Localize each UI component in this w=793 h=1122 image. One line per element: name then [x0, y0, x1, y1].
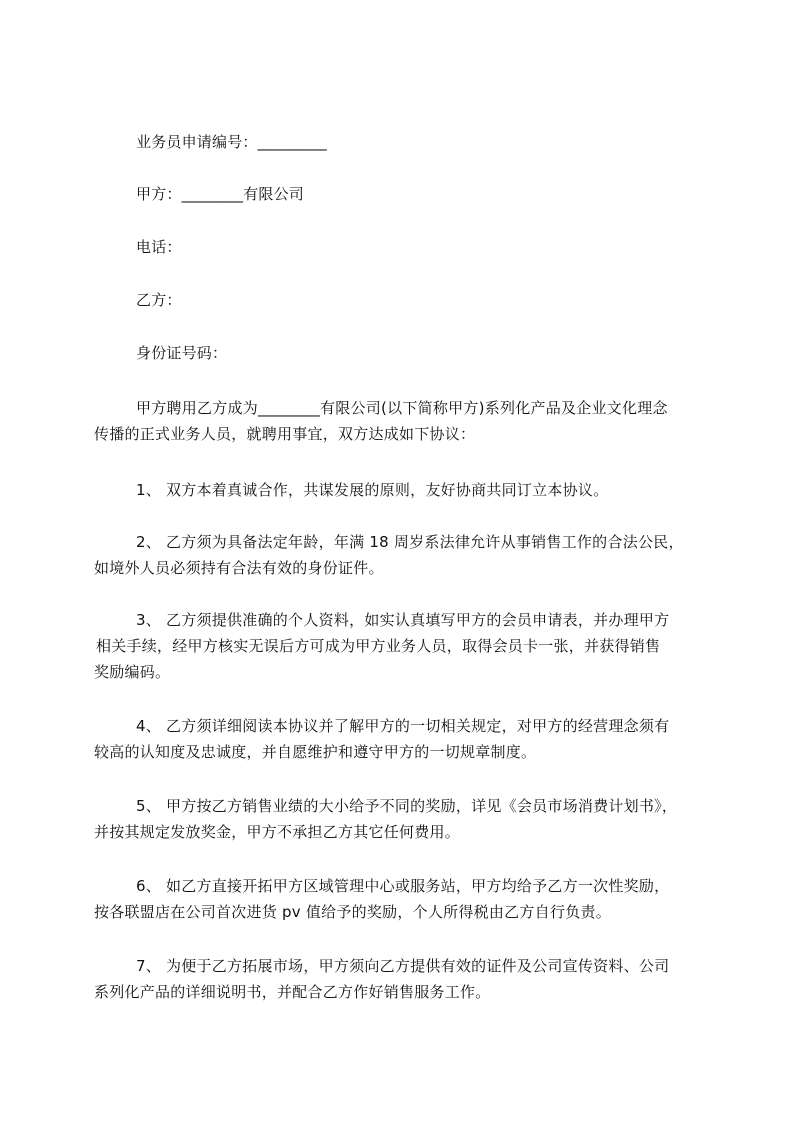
clause-line: 5、 甲方按乙方销售业绩的大小给予不同的奖励，详见《会员市场消费计划书》，	[136, 797, 678, 815]
party-a-field: 甲方：________有限公司	[136, 185, 305, 203]
applicant-number-field: 业务员申请编号：_________	[136, 133, 327, 151]
clause-line: 奖励编码。	[94, 663, 171, 681]
clause-line: 按各联盟店在公司首次进货 pv 值给予的奖励，个人所得税由乙方自行负责。	[94, 903, 611, 921]
clause-line: 7、 为便于乙方拓展市场，甲方须向乙方提供有效的证件及公司宣传资料、公司	[136, 957, 670, 975]
clause-line: 1、 双方本着真诚合作，共谋发展的原则，友好协商共同订立本协议。	[136, 481, 609, 499]
clause-line: 系列化产品的详细说明书，并配合乙方作好销售服务工作。	[94, 983, 491, 1001]
intro-line-1: 甲方聘用乙方成为________有限公司(以下简称甲方)系列化产品及企业文化理念	[136, 399, 668, 417]
clause-line: 4、 乙方须详细阅读本协议并了解甲方的一切相关规定，对甲方的经营理念须有	[136, 717, 670, 735]
clause-line: 较高的认知度及忠诚度，并自愿维护和遵守甲方的一切规章制度。	[94, 743, 537, 761]
intro-line-2: 传播的正式业务人员，就聘用事宜，双方达成如下协议：	[94, 425, 476, 443]
clause-line: 如境外人员必须持有合法有效的身份证件。	[94, 559, 384, 577]
clause-line: 2、 乙方须为具备法定年龄，年满 18 周岁系法律允许从事销售工作的合法公民，	[136, 533, 684, 551]
clause-line: 相关手续，经甲方核实无误后方可成为甲方业务人员，取得会员卡一张，并获得销售	[96, 637, 661, 655]
phone-field: 电话：	[136, 238, 182, 256]
clause-line: 3、 乙方须提供准确的个人资料，如实认真填写甲方的会员申请表，并办理甲方	[136, 611, 670, 629]
party-b-field: 乙方：	[136, 291, 182, 309]
id-number-field: 身份证号码：	[136, 344, 228, 362]
clause-line: 并按其规定发放奖金，甲方不承担乙方其它任何费用。	[94, 823, 461, 841]
clause-line: 6、 如乙方直接开拓甲方区域管理中心或服务站，甲方均给予乙方一次性奖励，	[136, 877, 670, 895]
